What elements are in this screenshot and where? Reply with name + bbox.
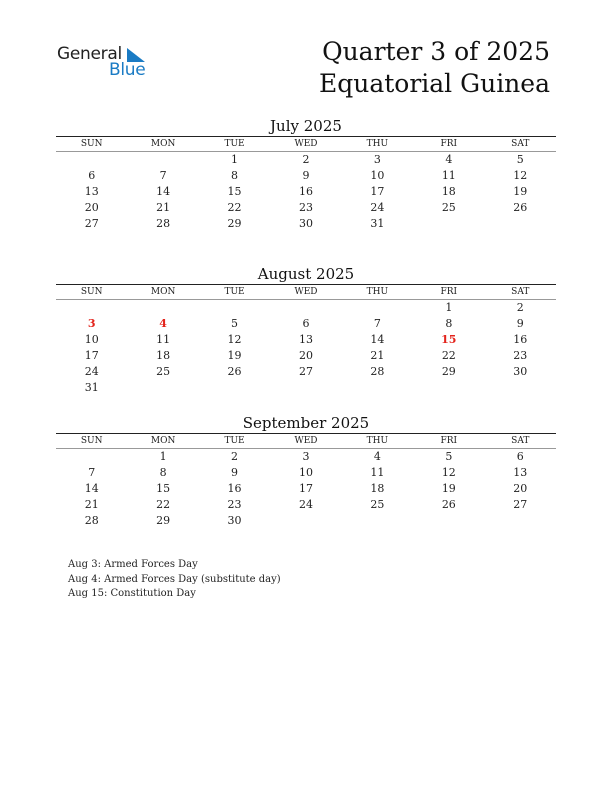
week-row: [56, 380, 556, 396]
day-cell: 2: [231, 450, 239, 463]
calendar-grid: [56, 285, 556, 396]
day-cell: 21: [156, 201, 171, 214]
logo-text-blue: Blue: [109, 60, 146, 80]
title-country: Equatorial Guinea: [318, 69, 550, 98]
weekday-header: MON: [127, 137, 198, 152]
holiday-day-cell: 15: [441, 333, 457, 346]
day-cell: 13: [298, 333, 313, 346]
weekday-header-row: [56, 434, 556, 449]
weekday-header: WED: [270, 137, 341, 152]
day-cell: 1: [159, 450, 167, 463]
day-cell: 22: [441, 349, 456, 362]
day-cell: 16: [513, 333, 528, 346]
week-row: [56, 184, 556, 200]
empty-day-cell: [199, 380, 270, 396]
weekday-header: FRI: [413, 285, 484, 300]
day-cell: 12: [513, 169, 528, 182]
day-cell: 3: [302, 450, 310, 463]
empty-day-cell: [270, 380, 341, 396]
empty-day-cell: [56, 152, 127, 169]
day-cell: 10: [84, 333, 99, 346]
weekday-header-row: [56, 285, 556, 300]
week-row: [56, 332, 556, 348]
empty-day-cell: [485, 216, 556, 232]
empty-day-cell: [413, 513, 484, 529]
week-row: [56, 300, 556, 317]
week-row: [56, 152, 556, 169]
day-cell: 31: [370, 217, 385, 230]
day-cell: 21: [84, 498, 99, 511]
day-cell: 18: [370, 482, 385, 495]
month-title: September 2025: [242, 414, 370, 432]
weekday-header: SAT: [485, 434, 556, 449]
day-cell: 29: [441, 365, 456, 378]
day-cell: 26: [513, 201, 528, 214]
month-title: August 2025: [257, 265, 355, 283]
weekday-header: THU: [342, 434, 413, 449]
day-cell: 27: [84, 217, 99, 230]
weekday-header: MON: [127, 434, 198, 449]
day-cell: 28: [370, 365, 385, 378]
day-cell: 5: [445, 450, 453, 463]
day-cell: 16: [227, 482, 242, 495]
day-cell: 30: [513, 365, 528, 378]
weekday-header: TUE: [199, 285, 270, 300]
day-cell: 8: [159, 466, 167, 479]
title-quarter: Quarter 3 of 2025: [322, 37, 550, 66]
empty-day-cell: [342, 513, 413, 529]
day-cell: 29: [156, 514, 171, 527]
day-cell: 25: [156, 365, 171, 378]
month-september: [56, 413, 556, 529]
week-row: [56, 497, 556, 513]
week-row: [56, 481, 556, 497]
month-title: July 2025: [270, 117, 342, 135]
weekday-header: SUN: [56, 434, 127, 449]
day-cell: 19: [441, 482, 456, 495]
holiday-note: Aug 4: Armed Forces Day (substitute day): [68, 573, 281, 585]
weekday-header: SAT: [485, 137, 556, 152]
weekday-header: TUE: [199, 434, 270, 449]
day-cell: 7: [373, 317, 381, 330]
day-cell: 31: [84, 381, 99, 394]
weekday-header: WED: [270, 434, 341, 449]
logo-text-general: General: [57, 44, 122, 64]
weekday-header: THU: [342, 137, 413, 152]
day-cell: 21: [370, 349, 385, 362]
day-cell: 7: [159, 169, 167, 182]
day-cell: 14: [84, 482, 99, 495]
day-cell: 19: [227, 349, 242, 362]
day-cell: 5: [231, 317, 239, 330]
day-cell: 7: [88, 466, 96, 479]
day-cell: 23: [298, 201, 313, 214]
holiday-note: Aug 15: Constitution Day: [68, 588, 196, 599]
weekday-header: THU: [342, 285, 413, 300]
calendar-grid: [56, 434, 556, 529]
day-cell: 9: [516, 317, 524, 330]
month-july: [56, 116, 556, 232]
day-cell: 23: [227, 498, 242, 511]
weekday-header: SUN: [56, 137, 127, 152]
day-cell: 16: [298, 185, 313, 198]
day-cell: 15: [227, 185, 242, 198]
week-row: [56, 465, 556, 481]
empty-day-cell: [342, 300, 413, 317]
day-cell: 8: [231, 169, 239, 182]
day-cell: 22: [156, 498, 171, 511]
page-title: [319, 36, 550, 100]
day-cell: 28: [84, 514, 99, 527]
empty-day-cell: [413, 216, 484, 232]
day-cell: 27: [513, 498, 528, 511]
day-cell: 9: [231, 466, 239, 479]
day-cell: 11: [156, 333, 171, 346]
day-cell: 17: [298, 482, 313, 495]
week-row: [56, 216, 556, 232]
holiday-notes: [68, 558, 281, 602]
empty-day-cell: [199, 300, 270, 317]
day-cell: 20: [513, 482, 528, 495]
day-cell: 11: [370, 466, 385, 479]
day-cell: 18: [441, 185, 456, 198]
day-cell: 1: [445, 301, 453, 314]
empty-day-cell: [127, 152, 198, 169]
day-cell: 25: [441, 201, 456, 214]
day-cell: 10: [298, 466, 313, 479]
day-cell: 23: [513, 349, 528, 362]
day-cell: 11: [441, 169, 456, 182]
weekday-header: FRI: [413, 137, 484, 152]
day-cell: 14: [370, 333, 385, 346]
day-cell: 6: [88, 169, 96, 182]
empty-day-cell: [413, 380, 484, 396]
empty-day-cell: [127, 300, 198, 317]
day-cell: 8: [445, 317, 453, 330]
day-cell: 26: [227, 365, 242, 378]
empty-day-cell: [270, 513, 341, 529]
day-cell: 30: [227, 514, 242, 527]
day-cell: 12: [441, 466, 456, 479]
day-cell: 14: [156, 185, 171, 198]
day-cell: 6: [302, 317, 310, 330]
day-cell: 4: [373, 450, 381, 463]
day-cell: 13: [513, 466, 528, 479]
day-cell: 28: [156, 217, 171, 230]
week-row: [56, 513, 556, 529]
day-cell: 4: [445, 153, 453, 166]
day-cell: 13: [84, 185, 99, 198]
day-cell: 6: [516, 450, 524, 463]
day-cell: 15: [156, 482, 171, 495]
day-cell: 12: [227, 333, 242, 346]
weekday-header: WED: [270, 285, 341, 300]
day-cell: 26: [441, 498, 456, 511]
weekday-header: SUN: [56, 285, 127, 300]
day-cell: 9: [302, 169, 310, 182]
empty-day-cell: [127, 380, 198, 396]
weekday-header: TUE: [199, 137, 270, 152]
day-cell: 5: [516, 153, 524, 166]
day-cell: 19: [513, 185, 528, 198]
day-cell: 20: [84, 201, 99, 214]
week-row: [56, 316, 556, 332]
empty-day-cell: [56, 449, 127, 466]
day-cell: 17: [370, 185, 385, 198]
day-cell: 20: [298, 349, 313, 362]
week-row: [56, 348, 556, 364]
empty-day-cell: [342, 380, 413, 396]
day-cell: 25: [370, 498, 385, 511]
day-cell: 22: [227, 201, 242, 214]
holiday-day-cell: 4: [159, 317, 167, 330]
day-cell: 24: [298, 498, 313, 511]
weekday-header: FRI: [413, 434, 484, 449]
week-row: [56, 168, 556, 184]
empty-day-cell: [485, 380, 556, 396]
weekday-header: SAT: [485, 285, 556, 300]
week-row: [56, 200, 556, 216]
day-cell: 24: [370, 201, 385, 214]
day-cell: 3: [373, 153, 381, 166]
empty-day-cell: [56, 300, 127, 317]
month-august: [56, 264, 556, 396]
day-cell: 17: [84, 349, 99, 362]
holiday-note: Aug 3: Armed Forces Day: [68, 559, 198, 570]
day-cell: 2: [516, 301, 524, 314]
weekday-header: MON: [127, 285, 198, 300]
day-cell: 29: [227, 217, 242, 230]
day-cell: 1: [231, 153, 239, 166]
week-row: [56, 449, 556, 466]
calendar-grid: [56, 137, 556, 232]
day-cell: 10: [370, 169, 385, 182]
generalblue-logo: [57, 44, 157, 84]
day-cell: 18: [156, 349, 171, 362]
empty-day-cell: [270, 300, 341, 317]
day-cell: 2: [302, 153, 310, 166]
weekday-header-row: [56, 137, 556, 152]
day-cell: 30: [298, 217, 313, 230]
week-row: [56, 364, 556, 380]
day-cell: 27: [298, 365, 313, 378]
day-cell: 24: [84, 365, 99, 378]
holiday-day-cell: 3: [87, 317, 96, 330]
empty-day-cell: [485, 513, 556, 529]
